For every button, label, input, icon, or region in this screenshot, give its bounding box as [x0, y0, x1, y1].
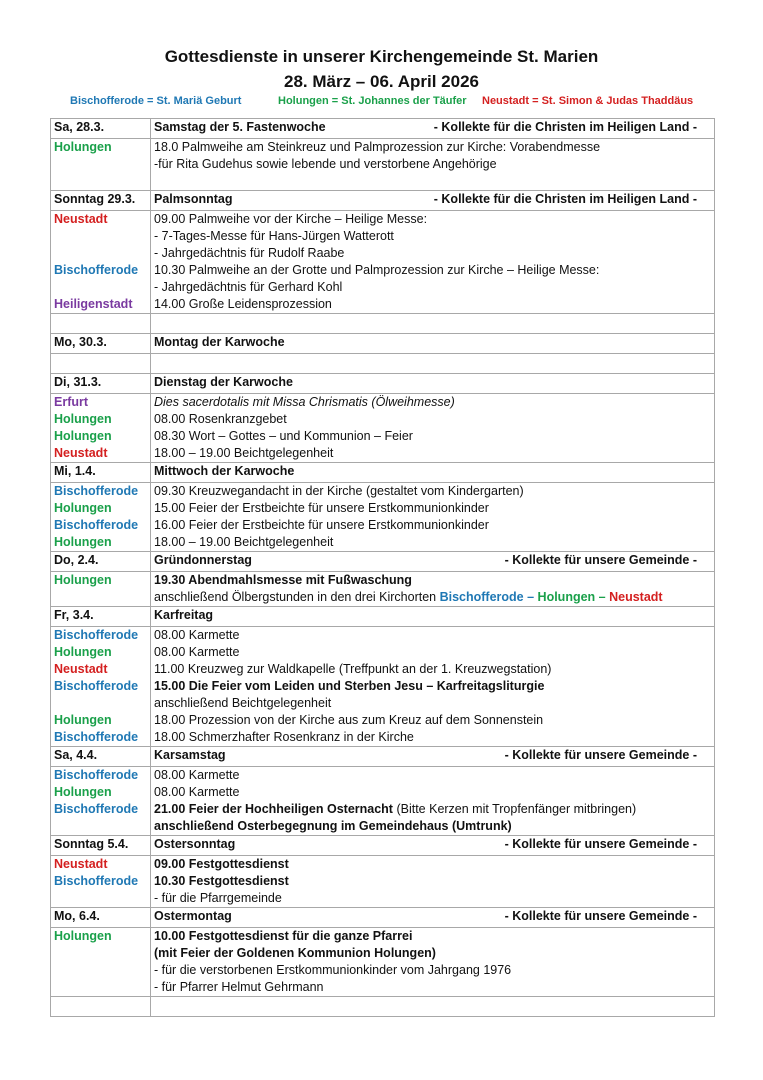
service-entry	[154, 962, 711, 979]
service-entry	[154, 517, 711, 534]
location-label: Holungen	[54, 785, 112, 799]
location-label: Holungen	[54, 713, 112, 727]
location-label: Neustadt	[54, 446, 108, 460]
location-label	[54, 173, 147, 190]
location-label	[54, 945, 147, 962]
day-services-row	[51, 627, 715, 747]
services-cell	[151, 211, 715, 314]
location-label: Holungen	[54, 645, 112, 659]
kollekte-note	[697, 463, 711, 480]
day-header-row	[51, 747, 715, 767]
service-text: - für die Pfarrgemeinde	[154, 891, 282, 905]
service-entry	[154, 712, 711, 729]
kollekte-note	[697, 374, 711, 391]
service-entry	[154, 394, 711, 411]
day-title-wrap	[154, 747, 711, 764]
blank-cell	[151, 314, 715, 334]
location-label: Bischofferode	[54, 679, 139, 693]
location-label: Bischofferode	[54, 802, 139, 816]
day-header-row	[51, 908, 715, 928]
service-text: 08.30 Wort – Gottes – und Kommunion – Feier	[154, 429, 413, 443]
day-date: Mo, 6.4.	[51, 908, 151, 928]
blank-cell	[151, 997, 715, 1017]
service-text: - für Pfarrer Helmut Gehrmann	[154, 980, 324, 994]
location-label	[54, 962, 147, 979]
kollekte-note: - Kollekte für unsere Gemeinde -	[504, 837, 697, 851]
service-entry	[154, 784, 711, 801]
locations-cell	[51, 627, 151, 747]
service-text: 09.00 Festgottesdienst	[154, 857, 289, 871]
date-range-subtitle: 28. März – 06. April 2026	[284, 72, 479, 91]
service-text: 08.00 Karmette	[154, 785, 240, 799]
kollekte-note: - Kollekte für unsere Gemeinde -	[504, 553, 697, 567]
location-label	[54, 695, 147, 712]
day-date: Sa, 4.4.	[51, 747, 151, 767]
service-entry	[154, 767, 711, 784]
service-text-suffix: Bischofferode	[439, 590, 524, 604]
day-title-cell	[151, 374, 715, 394]
service-entry	[154, 678, 711, 695]
day-name: Samstag der 5. Fastenwoche	[154, 120, 326, 134]
service-text-suffix: –	[523, 590, 538, 604]
location-label	[54, 589, 147, 606]
service-entry	[154, 627, 711, 644]
service-entry	[154, 890, 711, 907]
service-text: 19.30 Abendmahlsmesse mit Fußwaschung	[154, 573, 412, 587]
blank-cell	[151, 354, 715, 374]
day-date: Mo, 30.3.	[51, 334, 151, 354]
location-label: Bischofferode	[54, 484, 139, 498]
blank-row	[51, 354, 715, 374]
location-label	[54, 818, 147, 835]
service-text-suffix: (Bitte Kerzen mit Tropfenfänger mitbringen)	[392, 802, 637, 816]
service-entry	[154, 729, 711, 746]
day-services-row	[51, 767, 715, 836]
services-cell	[151, 627, 715, 747]
day-date: Mi, 1.4.	[51, 463, 151, 483]
location-label	[54, 279, 147, 296]
service-text-suffix: –	[595, 590, 610, 604]
service-entry	[154, 979, 711, 996]
service-text: 21.00 Feier der Hochheiligen Osternacht	[154, 802, 393, 816]
service-entry	[154, 856, 711, 873]
day-title-cell	[151, 908, 715, 928]
day-date: Sonntag 5.4.	[51, 836, 151, 856]
day-name: Ostersonntag	[154, 837, 236, 851]
day-date: Sa, 28.3.	[51, 119, 151, 139]
service-text: (mit Feier der Goldenen Kommunion Holungen)	[154, 946, 436, 960]
service-text: 09.00 Palmweihe vor der Kirche – Heilige Messe:	[154, 212, 428, 226]
service-entry	[154, 228, 711, 245]
service-text: anschließend Ölbergstunden in den drei Kirchorten	[154, 590, 440, 604]
locations-cell	[51, 856, 151, 908]
services-cell	[151, 483, 715, 552]
day-name: Ostermontag	[154, 909, 232, 923]
kollekte-note: - Kollekte für unsere Gemeinde -	[504, 748, 697, 762]
location-label: Bischofferode	[54, 263, 139, 277]
services-cell	[151, 572, 715, 607]
service-entry	[154, 428, 711, 445]
service-text: 08.00 Karmette	[154, 628, 240, 642]
service-entry	[154, 500, 711, 517]
day-title-wrap	[154, 908, 711, 925]
service-text: anschließend Osterbegegnung im Gemeindehaus (Umtrunk)	[154, 819, 512, 833]
location-label: Bischofferode	[54, 730, 139, 744]
service-entry	[154, 644, 711, 661]
day-title-cell	[151, 463, 715, 483]
day-title-cell	[151, 191, 715, 211]
location-label: Heiligenstadt	[54, 297, 133, 311]
location-label: Holungen	[54, 929, 112, 943]
service-text: Dies sacerdotalis mit Missa Chrismatis (Ölweihmesse)	[154, 395, 455, 409]
day-name: Mittwoch der Karwoche	[154, 464, 295, 478]
day-header-row	[51, 334, 715, 354]
location-label: Holungen	[54, 429, 112, 443]
service-entry	[154, 296, 711, 313]
day-title-cell	[151, 552, 715, 572]
service-text: 15.00 Feier der Erstbeichte für unsere Erstkommunionkinder	[154, 501, 489, 515]
day-services-row	[51, 856, 715, 908]
locations-cell	[51, 211, 151, 314]
day-title-wrap	[154, 334, 711, 351]
location-label: Bischofferode	[54, 768, 139, 782]
day-title-cell	[151, 836, 715, 856]
service-text: 08.00 Karmette	[154, 768, 240, 782]
service-text: 10.30 Festgottesdienst	[154, 874, 289, 888]
services-cell	[151, 139, 715, 191]
service-entry	[154, 211, 711, 228]
service-text: - Jahrgedächtnis für Rudolf Raabe	[154, 246, 345, 260]
location-label: Holungen	[54, 140, 112, 154]
day-name: Karsamstag	[154, 748, 226, 762]
day-header-row	[51, 552, 715, 572]
service-text-suffix: Neustadt	[609, 590, 663, 604]
day-services-row	[51, 394, 715, 463]
location-label: Neustadt	[54, 662, 108, 676]
day-header-row	[51, 836, 715, 856]
service-entry	[154, 572, 711, 589]
day-title-cell	[151, 334, 715, 354]
location-label: Erfurt	[54, 395, 89, 409]
service-entry	[154, 139, 711, 156]
day-header-row	[51, 607, 715, 627]
locations-cell	[51, 767, 151, 836]
day-title-wrap	[154, 607, 711, 624]
locations-cell	[51, 572, 151, 607]
location-label	[54, 245, 147, 262]
service-entry	[154, 945, 711, 962]
location-label: Bischofferode	[54, 628, 139, 642]
kollekte-note: - Kollekte für die Christen im Heiligen Land -	[433, 192, 697, 206]
day-title-wrap	[154, 191, 711, 208]
service-entry	[154, 411, 711, 428]
location-label: Holungen	[54, 412, 112, 426]
service-entry	[154, 173, 711, 190]
service-text: anschließend Beichtgelegenheit	[154, 696, 332, 710]
day-title-cell	[151, 747, 715, 767]
service-entry	[154, 928, 711, 945]
location-label: Holungen	[54, 573, 112, 587]
locations-cell	[51, 483, 151, 552]
service-text: 11.00 Kreuzweg zur Waldkapelle (Treffpunkt an der 1. Kreuzwegstation)	[154, 662, 552, 676]
day-date: Di, 31.3.	[51, 374, 151, 394]
services-cell	[151, 856, 715, 908]
service-text: 18.00 – 19.00 Beichtgelegenheit	[154, 535, 334, 549]
service-entry	[154, 445, 711, 462]
service-text: 10.00 Festgottesdienst für die ganze Pfarrei	[154, 929, 413, 943]
service-schedule-table	[50, 118, 715, 1017]
locations-cell	[51, 394, 151, 463]
day-header-row	[51, 191, 715, 211]
service-entry	[154, 279, 711, 296]
service-text: 08.00 Karmette	[154, 645, 240, 659]
day-header-row	[51, 463, 715, 483]
service-entry	[154, 873, 711, 890]
service-text: 16.00 Feier der Erstbeichte für unsere Erstkommunionkinder	[154, 518, 489, 532]
service-text: 18.00 – 19.00 Beichtgelegenheit	[154, 446, 334, 460]
service-text: - 7-Tages-Messe für Hans-Jürgen Watterott	[154, 229, 394, 243]
legend-neustadt: Neustadt = St. Simon & Judas Thaddäus	[482, 95, 694, 107]
location-label: Neustadt	[54, 857, 108, 871]
day-date: Fr, 3.4.	[51, 607, 151, 627]
day-name: Palmsonntag	[154, 192, 233, 206]
service-entry	[154, 589, 711, 606]
service-entry	[154, 534, 711, 551]
services-cell	[151, 767, 715, 836]
service-text: 18.00 Prozession von der Kirche aus zum Kreuz auf dem Sonnenstein	[154, 713, 544, 727]
day-services-row	[51, 139, 715, 191]
location-label: Neustadt	[54, 212, 108, 226]
service-text: - für die verstorbenen Erstkommunionkinder vom Jahrgang 1976	[154, 963, 512, 977]
day-name: Dienstag der Karwoche	[154, 375, 293, 389]
day-title-wrap	[154, 552, 711, 569]
day-date: Sonntag 29.3.	[51, 191, 151, 211]
kollekte-note	[697, 334, 711, 351]
location-label	[54, 979, 147, 996]
service-entry	[154, 262, 711, 279]
blank-cell	[51, 314, 151, 334]
legend-holungen: Holungen = St. Johannes der Täufer	[278, 95, 467, 107]
day-name: Gründonnerstag	[154, 553, 252, 567]
service-text: 10.30 Palmweihe an der Grotte und Palmprozession zur Kirche – Heilige Messe:	[154, 263, 600, 277]
day-name: Montag der Karwoche	[154, 335, 285, 349]
day-title-cell	[151, 119, 715, 139]
day-services-row	[51, 928, 715, 997]
day-title-wrap	[154, 374, 711, 391]
location-label	[54, 228, 147, 245]
locations-cell	[51, 928, 151, 997]
service-text: 14.00 Große Leidensprozession	[154, 297, 332, 311]
service-entry	[154, 156, 711, 173]
location-label: Holungen	[54, 501, 112, 515]
day-header-row	[51, 374, 715, 394]
locations-cell	[51, 139, 151, 191]
day-header-row	[51, 119, 715, 139]
service-text: -für Rita Gudehus sowie lebende und verstorbene Angehörige	[154, 157, 497, 171]
location-label	[54, 890, 147, 907]
day-title-wrap	[154, 463, 711, 480]
location-label	[54, 156, 147, 173]
blank-row	[51, 997, 715, 1017]
service-text: - Jahrgedächtnis für Gerhard Kohl	[154, 280, 343, 294]
day-services-row	[51, 572, 715, 607]
service-text: 09.30 Kreuzwegandacht in der Kirche (gestaltet vom Kindergarten)	[154, 484, 524, 498]
location-label: Bischofferode	[54, 518, 139, 532]
kollekte-note	[697, 607, 711, 624]
services-cell	[151, 928, 715, 997]
day-name: Karfreitag	[154, 608, 214, 622]
service-text: 18.0 Palmweihe am Steinkreuz und Palmprozession zur Kirche: Vorabendmesse	[154, 140, 601, 154]
day-title-wrap	[154, 119, 711, 136]
service-entry	[154, 483, 711, 500]
kollekte-note: - Kollekte für die Christen im Heiligen Land -	[433, 120, 697, 134]
legend-bischofferode: Bischofferode = St. Mariä Geburt	[70, 95, 242, 107]
day-title-wrap	[154, 836, 711, 853]
blank-cell	[51, 997, 151, 1017]
service-text-suffix: Holungen	[537, 590, 596, 604]
service-text: 08.00 Rosenkranzgebet	[154, 412, 287, 426]
blank-cell	[51, 354, 151, 374]
service-entry	[154, 661, 711, 678]
services-cell	[151, 394, 715, 463]
blank-row	[51, 314, 715, 334]
service-text: 18.00 Schmerzhafter Rosenkranz in der Kirche	[154, 730, 414, 744]
day-title-cell	[151, 607, 715, 627]
service-text: 15.00 Die Feier vom Leiden und Sterben Jesu – Karfreitagsliturgie	[154, 679, 545, 693]
service-entry	[154, 818, 711, 835]
day-services-row	[51, 211, 715, 314]
service-entry	[154, 695, 711, 712]
kollekte-note: - Kollekte für unsere Gemeinde -	[504, 909, 697, 923]
day-date: Do, 2.4.	[51, 552, 151, 572]
location-label: Bischofferode	[54, 874, 139, 888]
page-title: Gottesdienste in unserer Kirchengemeinde St. Marien	[164, 47, 599, 66]
day-services-row	[51, 483, 715, 552]
service-entry	[154, 801, 711, 818]
service-entry	[154, 245, 711, 262]
location-label: Holungen	[54, 535, 112, 549]
